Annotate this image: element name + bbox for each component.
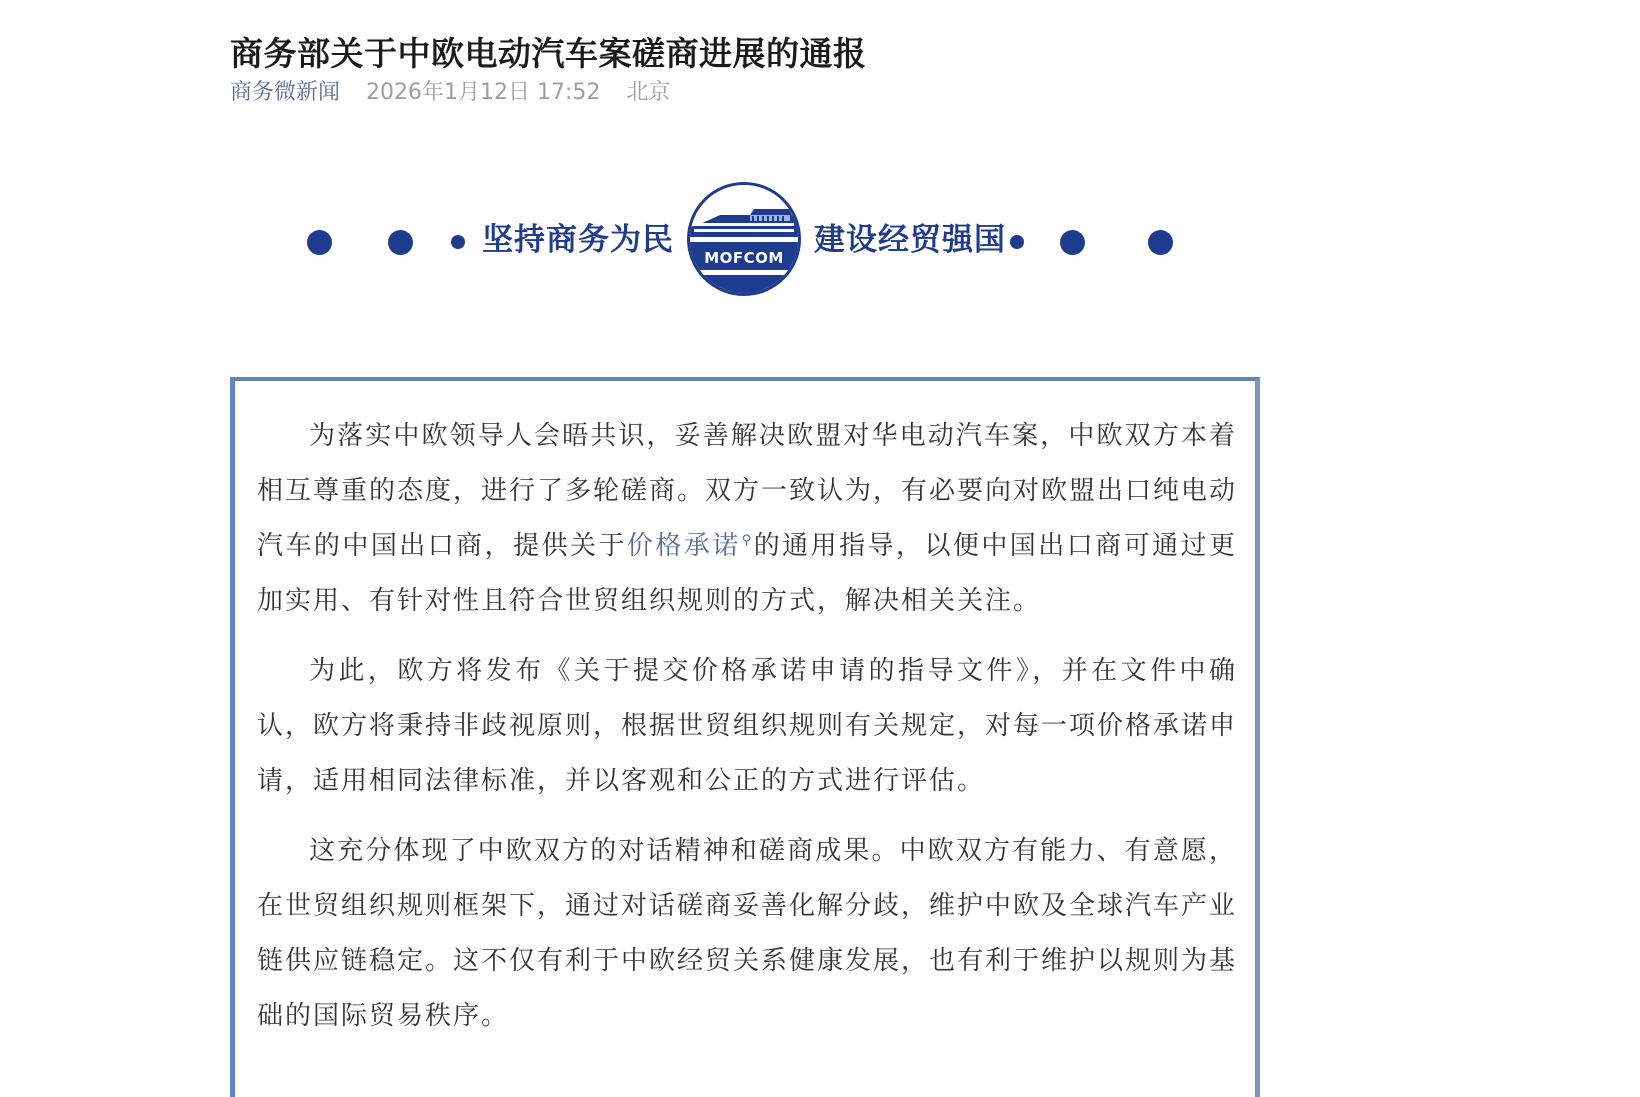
article-body (257, 409, 1237, 1059)
search-icon[interactable]: ⚲ (741, 533, 754, 549)
paragraph-3: 这充分体现了中欧双方的对话精神和磋商成果。中欧双方有能力、有意愿，在世贸组织规则框架下，通过对话磋商妥善化解分歧，维护中欧及全球汽车产业链供应链稳定。这不仅有利于中欧经贸关系健康发展，也有利于维护以规则为基础的国际贸易秩序。 (257, 836, 1238, 1031)
building-emblem-icon (690, 185, 798, 293)
decorative-dot-icon (1010, 235, 1024, 249)
paragraph-1 (257, 409, 1237, 629)
content-box (230, 377, 1260, 1097)
article-meta (230, 78, 670, 108)
decorative-dot-icon (1148, 230, 1173, 255)
decorative-dot-icon (1060, 230, 1085, 255)
slogan-left: 坚持商务为民 (482, 222, 674, 258)
article-source-link[interactable]: 商务微新闻 (230, 80, 341, 105)
article-title: 商务部关于中欧电动汽车案磋商进展的通报 (230, 34, 867, 74)
decorative-dot-icon (451, 235, 465, 249)
article-location: 北京 (626, 80, 671, 105)
logo-text: MOFCOM (704, 249, 784, 267)
decorative-dot-icon (307, 230, 332, 255)
mofcom-logo (687, 182, 801, 296)
article-date: 2026年1月12日 17:52 (366, 80, 601, 105)
slogan-banner (230, 180, 1260, 300)
paragraph-text: 为落实中欧领导人会晤共识，妥善解决欧盟对华电动汽车案，中欧双方本着相互尊重的态度，进行了多轮磋商。双方一致认为，有必要向对欧盟出口纯电动汽车的中国出口商，提供关于 (257, 421, 1238, 561)
decorative-dot-icon (388, 230, 413, 255)
paragraph-text: 的通用指导，以便中国出口商可通过更加实用、有针对性且符合世贸组织规则的方式，解决相关关注。 (257, 531, 1237, 616)
price-undertaking-link[interactable]: 价格承诺 (626, 531, 741, 561)
slogan-right: 建设经贸强国 (814, 222, 1006, 258)
paragraph-2: 为此，欧方将发布《关于提交价格承诺申请的指导文件》，并在文件中确认，欧方将秉持非歧视原则，根据世贸组织规则有关规定，对每一项价格承诺申请，适用相同法律标准，并以客观和公正的方式进行评估。 (257, 656, 1238, 796)
